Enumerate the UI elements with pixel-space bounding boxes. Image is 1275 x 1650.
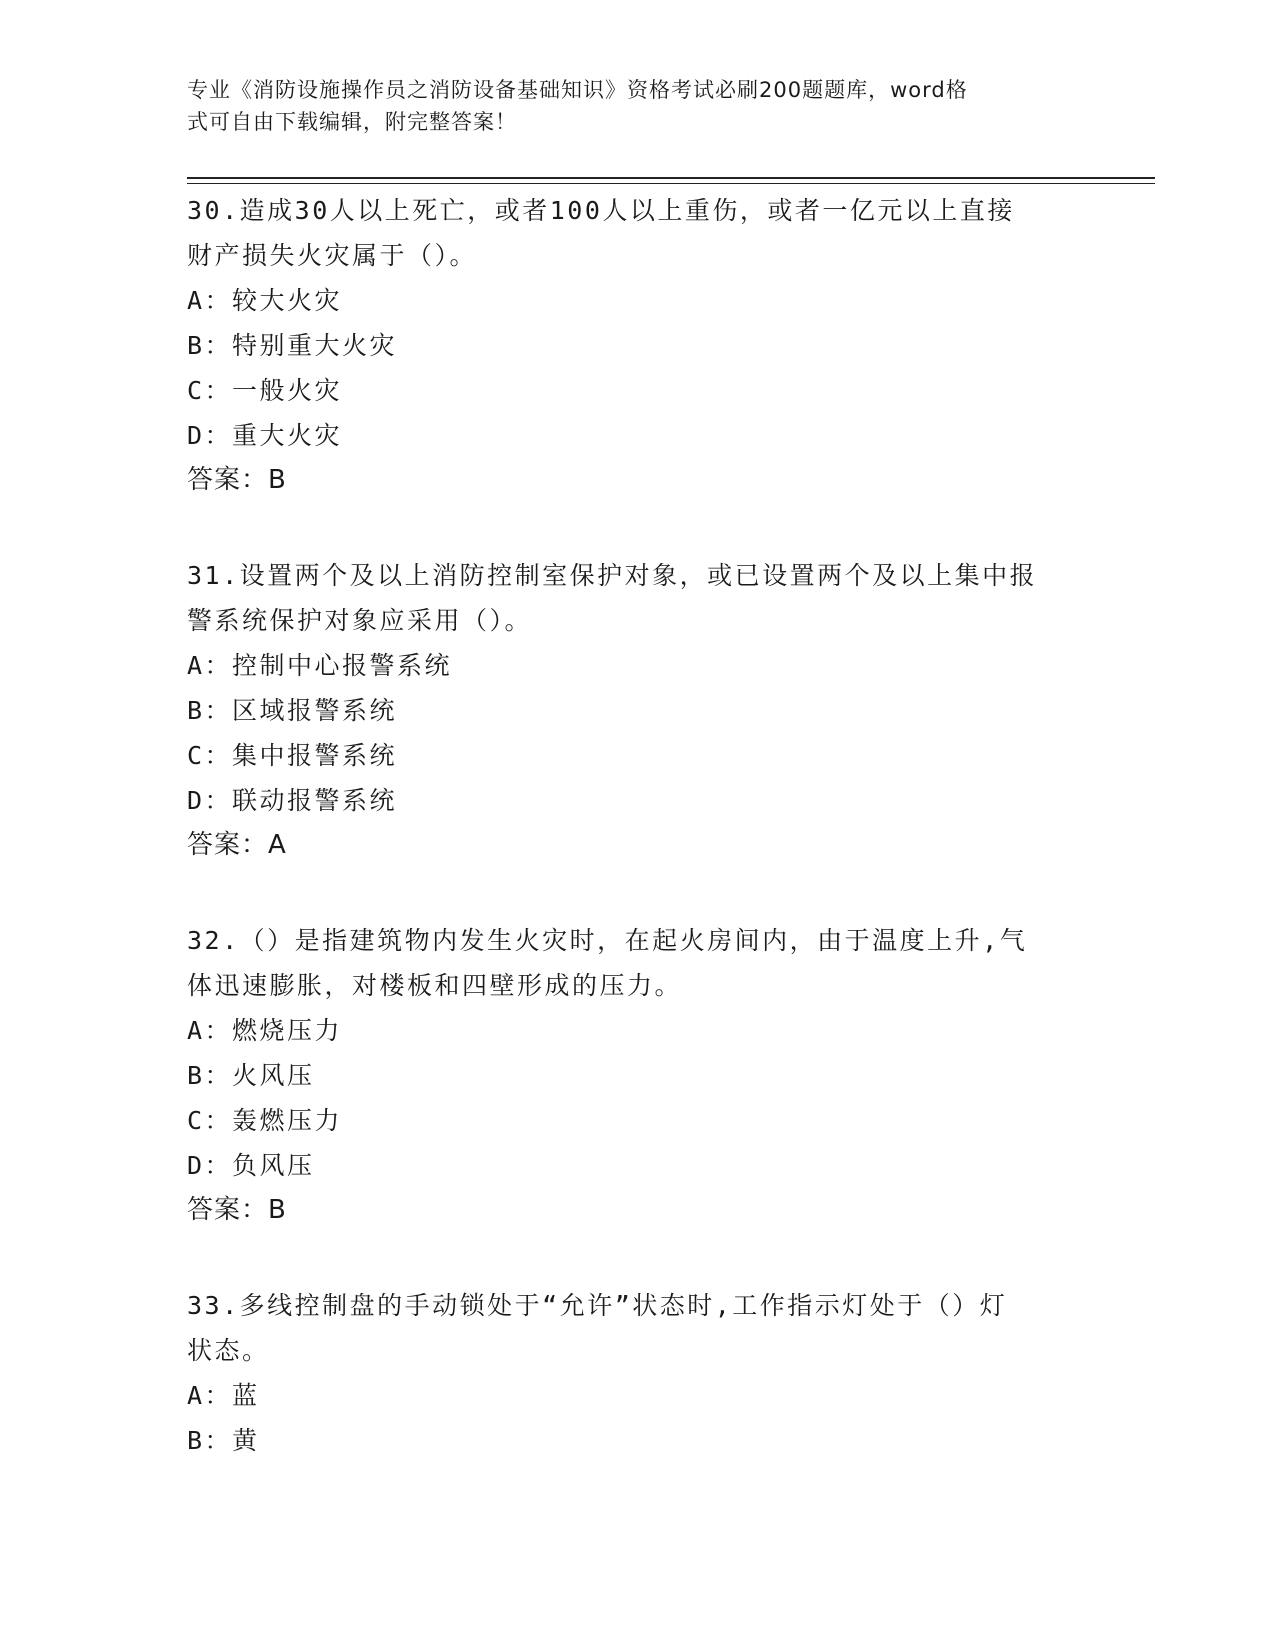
option-c: C：集中报警系统 bbox=[187, 741, 398, 770]
question-stem-line-1: 31.设置两个及以上消防控制室保护对象，或已设置两个及以上集中报 bbox=[187, 561, 1038, 590]
header-line-1: 专业《消防设施操作员之消防设备基础知识》资格考试必刷200题题库，word格 bbox=[187, 78, 968, 102]
question-31 bbox=[187, 553, 1087, 868]
option-b: B：火风压 bbox=[187, 1061, 315, 1090]
document-header bbox=[187, 74, 1067, 138]
question-stem-line-1: 30.造成30人以上死亡，或者100人以上重伤，或者一亿元以上直接 bbox=[187, 196, 1015, 225]
question-stem-line-2: 警系统保护对象应采用（）。 bbox=[187, 606, 533, 635]
question-stem-line-2: 体迅速膨胀，对楼板和四壁形成的压力。 bbox=[187, 971, 683, 1000]
question-30 bbox=[187, 188, 1087, 503]
option-b: B：黄 bbox=[187, 1426, 260, 1455]
question-stem-line-1: 32.（）是指建筑物内发生火灾时，在起火房间内，由于温度上升,气 bbox=[187, 926, 1028, 955]
option-b: B：区域报警系统 bbox=[187, 696, 398, 725]
option-a: A：较大火灾 bbox=[187, 286, 343, 315]
header-divider-thick bbox=[187, 177, 1155, 179]
option-a: A：控制中心报警系统 bbox=[187, 651, 453, 680]
option-a: A：燃烧压力 bbox=[187, 1016, 343, 1045]
answer-line: 答案：A bbox=[187, 830, 287, 860]
option-d: D：负风压 bbox=[187, 1151, 315, 1180]
question-33 bbox=[187, 1283, 1087, 1463]
answer-line: 答案：B bbox=[187, 465, 287, 495]
answer-line: 答案：B bbox=[187, 1195, 287, 1225]
question-32 bbox=[187, 918, 1087, 1233]
question-stem-line-2: 财产损失火灾属于（）。 bbox=[187, 241, 478, 270]
option-a: A：蓝 bbox=[187, 1381, 260, 1410]
question-stem-line-2: 状态。 bbox=[187, 1336, 270, 1365]
header-divider-thin bbox=[187, 183, 1155, 184]
question-stem-line-1: 33.多线控制盘的手动锁处于“允许”状态时,工作指示灯处于（）灯 bbox=[187, 1291, 1008, 1320]
option-c: C：轰燃压力 bbox=[187, 1106, 343, 1135]
option-d: D：联动报警系统 bbox=[187, 786, 398, 815]
option-c: C：一般火灾 bbox=[187, 376, 343, 405]
header-line-2: 式可自由下载编辑，附完整答案！ bbox=[187, 110, 517, 134]
option-d: D：重大火灾 bbox=[187, 421, 343, 450]
option-b: B：特别重大火灾 bbox=[187, 331, 398, 360]
